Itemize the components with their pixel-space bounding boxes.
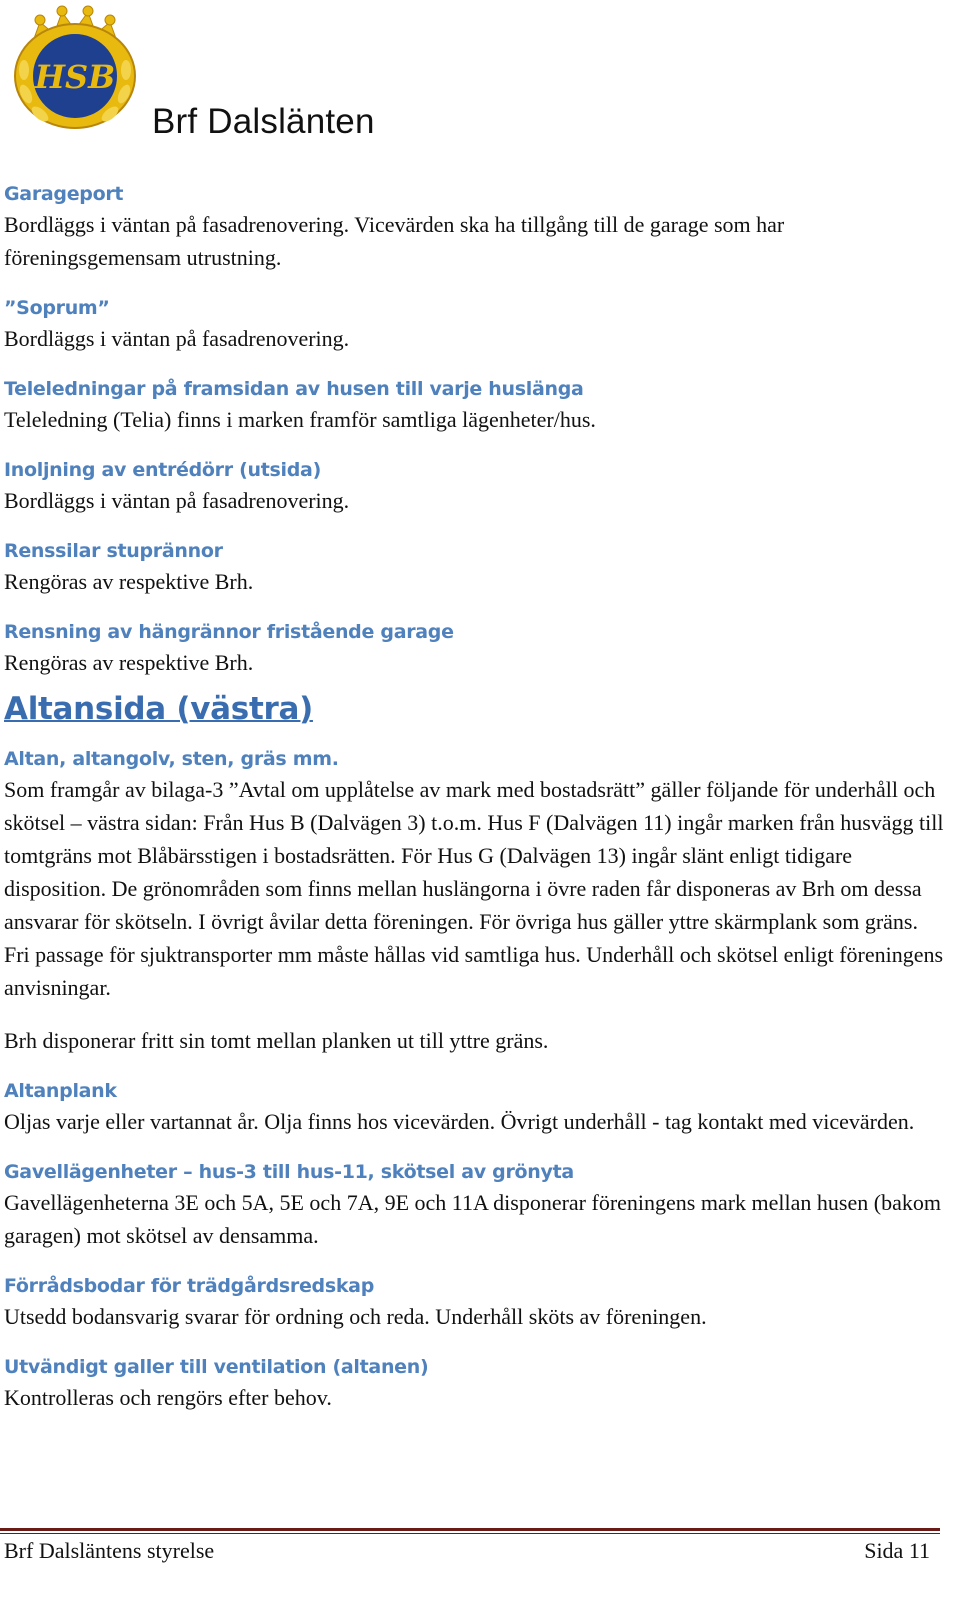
section-altan-note bbox=[4, 1024, 944, 1057]
chapter-heading: Altansida (västra) bbox=[4, 691, 313, 727]
section-body: Bordläggs i väntan på fasadrenovering. bbox=[4, 488, 350, 513]
section-heading: ”Soprum” bbox=[4, 297, 110, 319]
section-forradsbodar bbox=[4, 1272, 944, 1333]
section-body: Brh disponerar fritt sin tomt mellan planken ut till yttre gräns. bbox=[4, 1028, 549, 1053]
section-heading: Gavellägenheter – hus-3 till hus-11, skötsel av grönyta bbox=[4, 1161, 574, 1183]
section-garageport bbox=[4, 180, 944, 274]
section-body: Oljas varje eller vartannat år. Olja finns hos vicevärden. Övrigt underhåll - tag kontakt med vicevärden. bbox=[4, 1109, 915, 1134]
section-body: Bordläggs i väntan på fasadrenovering. bbox=[4, 326, 350, 351]
section-inoljning bbox=[4, 456, 944, 517]
footer-org: Brf Dalsläntens styrelse bbox=[4, 1538, 215, 1563]
section-body: Utsedd bodansvarig svarar för ordning och reda. Underhåll sköts av föreningen. bbox=[4, 1304, 707, 1329]
section-heading: Rensning av hängrännor fristående garage bbox=[4, 621, 454, 643]
section-altanplank bbox=[4, 1077, 944, 1138]
section-heading: Utvändigt galler till ventilation (altanen) bbox=[4, 1356, 429, 1378]
section-heading: Renssilar stuprännor bbox=[4, 540, 223, 562]
document-body bbox=[4, 180, 944, 1434]
section-heading: Inoljning av entrédörr (utsida) bbox=[4, 459, 321, 481]
page-number: Sida 11 bbox=[864, 1538, 930, 1563]
logo-text: HSB bbox=[34, 58, 116, 96]
section-heading: Förrådsbodar för trädgårdsredskap bbox=[4, 1275, 374, 1297]
section-body: Rengöras av respektive Brh. bbox=[4, 650, 254, 675]
hsb-logo bbox=[10, 4, 140, 132]
section-rensning bbox=[4, 618, 944, 679]
page-title: Brf Dalslänten bbox=[152, 102, 375, 141]
section-heading: Teleledningar på framsidan av husen till varje huslänga bbox=[4, 378, 584, 400]
section-heading: Altan, altangolv, sten, gräs mm. bbox=[4, 748, 339, 770]
section-body: Rengöras av respektive Brh. bbox=[4, 569, 254, 594]
section-body: Gavellägenheterna 3E och 5A, 5E och 7A, 9E och 11A disponerar föreningens mark mellan husen (bakom garagen) mot skötsel av densamma. bbox=[4, 1190, 941, 1248]
section-galler bbox=[4, 1353, 944, 1414]
section-heading: Altanplank bbox=[4, 1080, 117, 1102]
section-soprum bbox=[4, 294, 944, 355]
section-body: Som framgår av bilaga-3 ”Avtal om upplåtelse av mark med bostadsrätt” gäller följande för underhåll och skötsel – västra sidan: Från Hus B (Dalvägen 3) t.o.m. Hus F (Dalvägen 11) ingår marken från husvägg till tomtgräns mot Blåbärsstigen i bostadsrätten. För Hus G (Dalvägen 13) ingår slänt enligt tidigare disposition. De grönområden som finns mellan huslängorna i övre raden får disponeras av Brh om dessa ansvarar för skötseln. I övrigt åvilar detta föreningen. För övriga hus gäller yttre skärmplank som gräns. Fri passage för sjuktransporter mm måste hållas vid samtliga hus. Underhåll och skötsel enligt föreningens anvisningar. bbox=[4, 777, 944, 1000]
section-body: Bordläggs i väntan på fasadrenovering. Vicevärden ska ha tillgång till de garage som har föreningsgemensam utrustning. bbox=[4, 212, 785, 270]
section-body: Teleledning (Telia) finns i marken framför samtliga lägenheter/hus. bbox=[4, 407, 596, 432]
section-teleledningar bbox=[4, 375, 944, 436]
footer-divider bbox=[0, 1528, 940, 1534]
section-renssilar bbox=[4, 537, 944, 598]
section-gavel bbox=[4, 1158, 944, 1252]
section-altan bbox=[4, 745, 944, 1004]
section-heading: Garageport bbox=[4, 183, 124, 205]
section-body: Kontrolleras och rengörs efter behov. bbox=[4, 1385, 332, 1410]
